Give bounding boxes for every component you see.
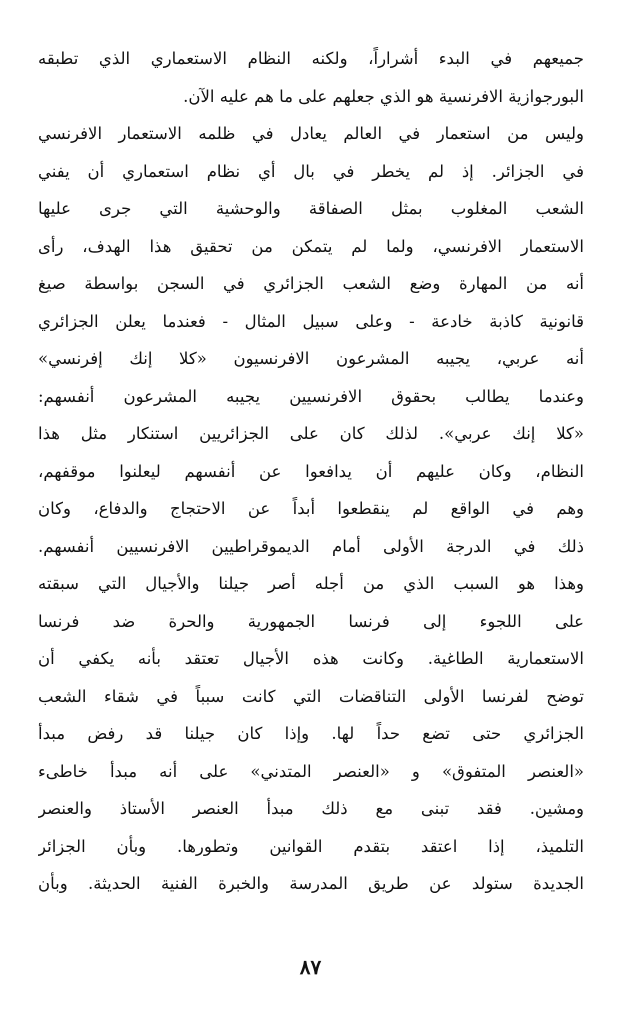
text-line: على اللجوء إلى فرنسا الجمهورية والحرة ضد فرنسا bbox=[38, 611, 584, 631]
text-line: أنه من المهارة وضع الشعب الجزائري في السجن بواسطة صيغ bbox=[38, 274, 584, 293]
text-line: ذلك في الدرجة الأولى أمام الديموقراطيين الافرنسيين أنفسهم. bbox=[38, 536, 584, 556]
text-line: «كلا إنك عربي». لذلك كان على الجزائريين استنكار مثل هذا bbox=[38, 424, 584, 443]
text-line: الشعب المغلوب بمثل الصفاقة والوحشية التي جرى عليها bbox=[38, 199, 584, 218]
text-line: وعندما يطالب بحقوق الافرنسيين يجيبه المشرعون أنفسهم: bbox=[38, 386, 584, 406]
text-line: توضح لفرنسا الأولى التناقضات التي كانت سبباً في شقاء الشعب bbox=[38, 686, 584, 706]
page-number: ٨٧ bbox=[299, 955, 322, 979]
text-line: وليس من استعمار في العالم يعادل في ظلمه الاستعمار الافرنسي bbox=[38, 124, 584, 143]
text-line: التلميذ، إذا اعتقد بتقدم القوانين وتطورها. وبأن الجزائر bbox=[38, 836, 584, 856]
text-line: «العنصر المتفوق» و «العنصر المتدني» على أنه مبدأ خاطىء bbox=[38, 761, 584, 781]
text-line: النظام، وكان عليهم أن يدافعوا عن أنفسهم ليعلنوا موقفهم، bbox=[38, 461, 584, 481]
text-line: جميعهم في البدء أشراراً، ولكنه النظام الاستعماري الذي تطبقه bbox=[38, 49, 584, 68]
text-line: قانونية كاذبة خادعة - وعلى سبيل المثال - فعندما يعلن الجزائري bbox=[38, 311, 584, 331]
text-line: وهم في الواقع لم ينقطعوا أبداً عن الاحتجاج والدفاع، وكان bbox=[38, 499, 584, 518]
text-line: الاستعمار الافرنسي، ولما لم يتمكن من تحقيق هذا الهدف، رأى bbox=[38, 236, 584, 256]
text-line: الجزائري حتى تضع حداً لها. وإذا كان جيلنا قد رفض مبدأ bbox=[38, 724, 584, 743]
text-line: ومشين. فقد تبنى مع ذلك مبدأ العنصر الأستاذ والعنصر bbox=[38, 799, 584, 818]
text-line: في الجزائر. إذ لم يخطر في بال أي نظام استعماري أن يفني bbox=[38, 161, 584, 181]
text-line: الاستعمارية الطاغية. وكانت هذه الأجيال تعتقد بأنه يكفي أن bbox=[38, 649, 584, 668]
text-line: أنه عربي، يجيبه المشرعون الافرنسيون «كلا إنك إفرنسي» bbox=[38, 349, 584, 368]
text-line: الجديدة ستولد عن طريق المدرسة والخبرة الفنية الحديثة. وبأن bbox=[38, 874, 584, 893]
text-line: البورجوازية الافرنسية هو الذي جعلهم على ما هم عليه الآن. bbox=[183, 86, 584, 106]
text-line: وهذا هو السبب الذي من أجله أصر جيلنا والأجيال التي سبقته bbox=[38, 574, 584, 593]
body-text bbox=[38, 40, 584, 903]
